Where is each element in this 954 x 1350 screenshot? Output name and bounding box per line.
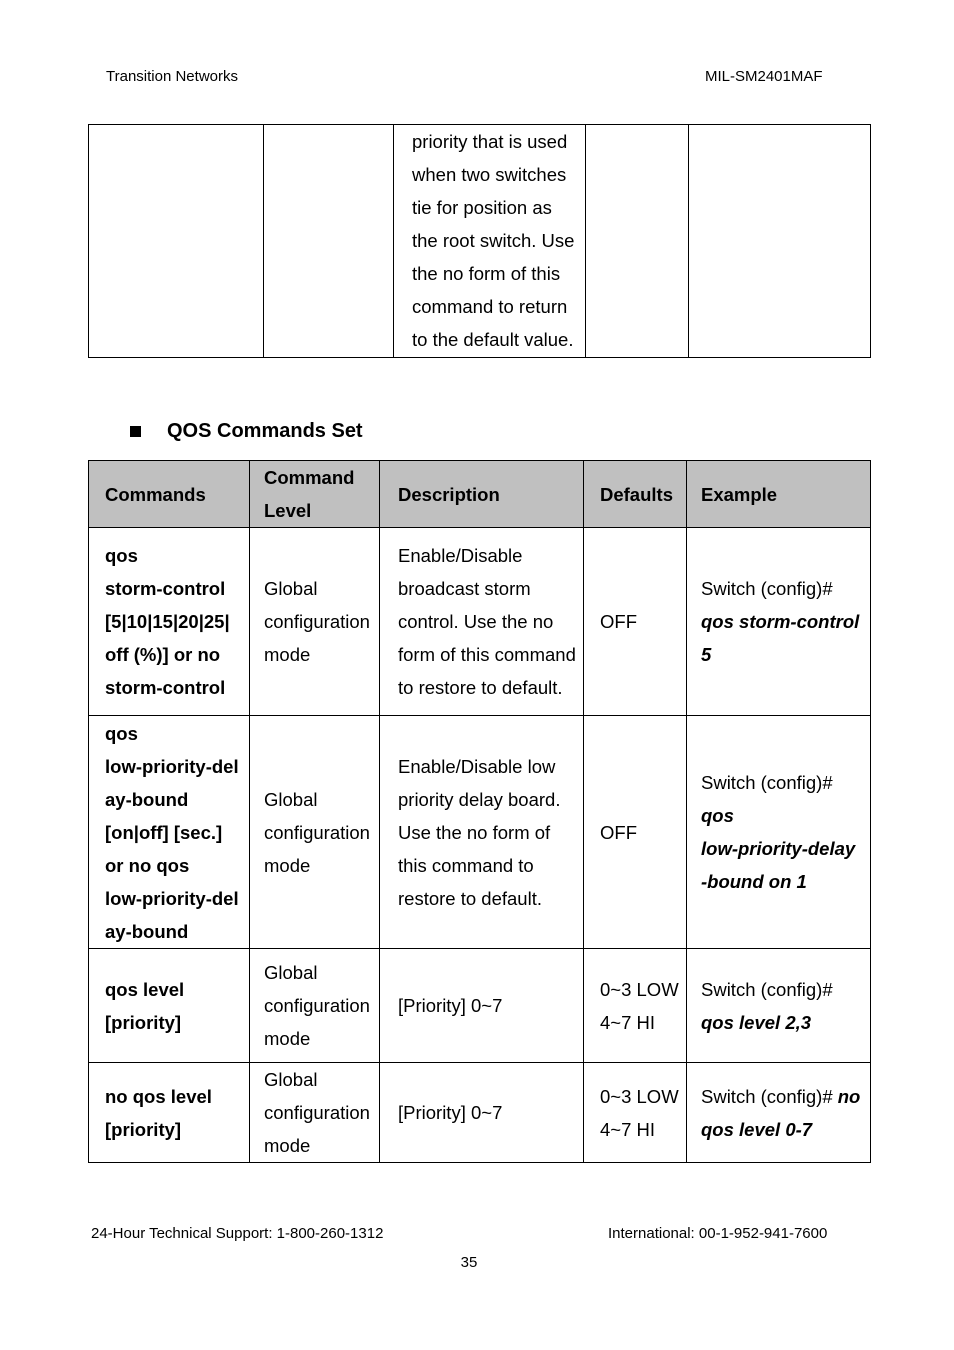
description-cell: Enable/Disable low priority delay board. Use the no form of this command to restore to default.	[380, 716, 584, 949]
header-example: Example	[687, 461, 871, 528]
header-commands: Commands	[89, 461, 250, 528]
level-cell: Global configuration mode	[250, 528, 380, 716]
square-bullet-icon	[130, 426, 141, 437]
defaults-cell: OFF	[584, 528, 687, 716]
example-cell: Switch (config)# qos level 2,3	[687, 949, 871, 1063]
header-company: Transition Networks	[106, 68, 238, 85]
level-cell: Global configuration mode	[250, 716, 380, 949]
header-command-level: Command Level	[250, 461, 380, 528]
defaults-cell: 0~3 LOW 4~7 HI	[584, 1063, 687, 1163]
footer-support: 24-Hour Technical Support: 1-800-260-1312	[91, 1225, 384, 1242]
header-model: MIL-SM2401MAF	[705, 68, 823, 85]
qos-commands-table	[88, 460, 871, 1163]
table-row	[89, 716, 871, 949]
header-defaults: Defaults	[584, 461, 687, 528]
command-cell: qos level [priority]	[89, 949, 250, 1063]
example-cell: Switch (config)# qos low-priority-delay -bound on 1	[687, 716, 871, 949]
footer-international: International: 00-1-952-941-7600	[608, 1225, 828, 1242]
level-cell: Global configuration mode	[250, 1063, 380, 1163]
table-row	[89, 949, 871, 1063]
table-row	[89, 1063, 871, 1163]
section-title: QOS Commands Set	[167, 420, 363, 442]
empty-cell	[264, 125, 394, 358]
defaults-cell: 0~3 LOW 4~7 HI	[584, 949, 687, 1063]
command-cell: no qos level [priority]	[89, 1063, 250, 1163]
description-line: priority that is used	[412, 131, 568, 152]
empty-cell	[689, 125, 871, 358]
header-description: Description	[380, 461, 584, 528]
description-line: the root switch. Use	[412, 230, 575, 251]
description-cell: Enable/Disable broadcast storm control. Use the no form of this command to restore to default.	[380, 528, 584, 716]
description-line: when two switches	[412, 164, 567, 185]
description-line: to the default value.	[412, 329, 574, 350]
command-cell: qos low-priority-del ay-bound [on|off] [sec.] or no qos low-priority-del ay-bound	[89, 716, 250, 949]
description-line: the no form of this	[412, 263, 561, 284]
defaults-cell: OFF	[584, 716, 687, 949]
table-row	[89, 528, 871, 716]
command-cell: qos storm-control [5|10|15|20|25| off (%)] or no storm-control	[89, 528, 250, 716]
empty-cell	[586, 125, 689, 358]
example-cell: Switch (config)# qos storm-control 5	[687, 528, 871, 716]
example-cell: Switch (config)# no qos level 0-7	[687, 1063, 871, 1163]
section-heading	[130, 420, 363, 443]
continued-table	[88, 124, 871, 358]
level-cell: Global configuration mode	[250, 949, 380, 1063]
page-number: 35	[460, 1254, 478, 1271]
description-cell: [Priority] 0~7	[380, 949, 584, 1063]
empty-cell	[89, 125, 264, 358]
continued-description	[394, 125, 586, 358]
description-cell: [Priority] 0~7	[380, 1063, 584, 1163]
description-line: tie for position as	[412, 197, 552, 218]
table-header-row	[89, 461, 871, 528]
description-line: command to return	[412, 296, 568, 317]
